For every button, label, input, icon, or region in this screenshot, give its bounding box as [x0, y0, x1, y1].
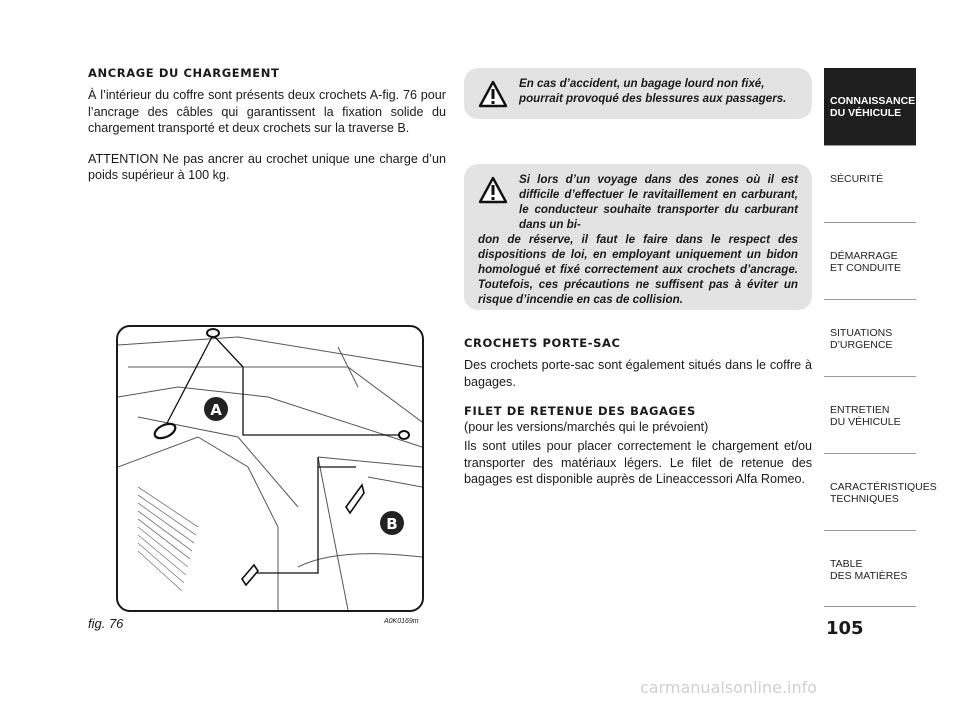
- left-column: [88, 66, 446, 198]
- warning-text-accident: En cas d’accident, un bagage lourd non fixé, pourrait provoqué des blessures aux passagers.: [519, 77, 787, 105]
- trunk-drawing: [118, 327, 422, 610]
- sidebar-tab-label: CARACTÉRISTIQUES: [830, 481, 937, 493]
- sidebar-tab-entretien[interactable]: [824, 376, 916, 453]
- sidebar-tab-label: DES MATIÈRES: [830, 570, 908, 582]
- section-heading-luggage-net: FILET DE RETENUE DES BAGAGES: [464, 404, 696, 418]
- callout-b-label: B: [386, 515, 398, 533]
- paragraph-attention: ATTENTION Ne pas ancrer au crochet unique une charge d’un poids supérieur à 100 kg.: [88, 151, 446, 182]
- section-heading-bag-hooks: CROCHETS PORTE-SAC: [464, 336, 621, 350]
- sidebar-tab-table[interactable]: [824, 530, 916, 607]
- sidebar-tab-label: SITUATIONS: [830, 327, 893, 339]
- paragraph-luggage-net: Ils sont utiles pour placer correctement le chargement et/ou transporter des matériaux légers. Le filet de retenue des bagages est disponible auprès de Lineaccessori Alfa Romeo.: [464, 439, 812, 486]
- warning-text-fuel-tail: don de réserve, il faut le faire dans le respect des dispositions de loi, en employant uniquement un bidon homologué et fixé correctement aux crochets d’ancrage. Toutefois, ces précautions ne suffisent pas à éviter un risque d’incendie en cas de collision.: [478, 233, 798, 306]
- sidebar-tab-label: CONNAISSANCE: [830, 95, 916, 107]
- figure-76-illustration: [116, 325, 424, 612]
- warning-triangle-icon: [478, 176, 508, 204]
- sidebar-tab-label: DÉMARRAGE: [830, 250, 898, 262]
- sidebar-tab-caracteristiques[interactable]: [824, 453, 937, 530]
- warning-text-fuel-head: Si lors d’un voyage dans des zones où il est difficile d’effectuer le ravitaillement en carburant, le conducteur souhaite transporter du carburant dans un bi-: [519, 173, 798, 231]
- callout-a-label: A: [210, 401, 222, 419]
- paragraph-bag-hooks: Des crochets porte-sac sont également situés dans le coffre à bagages.: [464, 358, 812, 389]
- watermark: carmanualsonline.info: [640, 678, 818, 697]
- sidebar-tab-label: D’URGENCE: [830, 339, 893, 351]
- sidebar-tab-connaissance[interactable]: [824, 68, 916, 145]
- sidebar-tab-label: DU VÉHICULE: [830, 107, 902, 119]
- warning-box-accident: [464, 68, 812, 119]
- sidebar-tab-securite[interactable]: [824, 145, 916, 222]
- page-number: 105: [826, 618, 864, 639]
- figure-code: A0K0169m: [384, 618, 419, 625]
- sidebar-tab-label: DU VÉHICULE: [830, 416, 901, 428]
- sidebar-tab-label: ET CONDUITE: [830, 262, 901, 274]
- sidebar-tab-label: ENTRETIEN: [830, 404, 890, 416]
- sidebar-tab-demarrage[interactable]: [824, 222, 916, 299]
- sidebar-tab-label: SÉCURITÉ: [830, 173, 884, 185]
- section-heading-anchoring: ANCRAGE DU CHARGEMENT: [88, 66, 280, 80]
- warning-box-fuel: [464, 164, 812, 310]
- figure-caption: fig. 76: [88, 616, 124, 631]
- right-column: [464, 336, 812, 502]
- chapter-sidebar: [824, 68, 937, 607]
- warning-triangle-icon: [478, 80, 508, 108]
- paragraph-anchoring: À l’intérieur du coffre sont présents deux crochets A-fig. 76 pour l’ancrage des câbles qui garantissent la fixation solide du chargement transporté et deux crochets sur la traverse B.: [88, 88, 446, 135]
- sidebar-tab-label: TABLE: [830, 558, 863, 570]
- sidebar-tab-urgence[interactable]: [824, 299, 916, 376]
- sidebar-tab-label: TECHNIQUES: [830, 493, 899, 505]
- luggage-net-subtitle: (pour les versions/marchés qui le prévoient): [464, 420, 709, 434]
